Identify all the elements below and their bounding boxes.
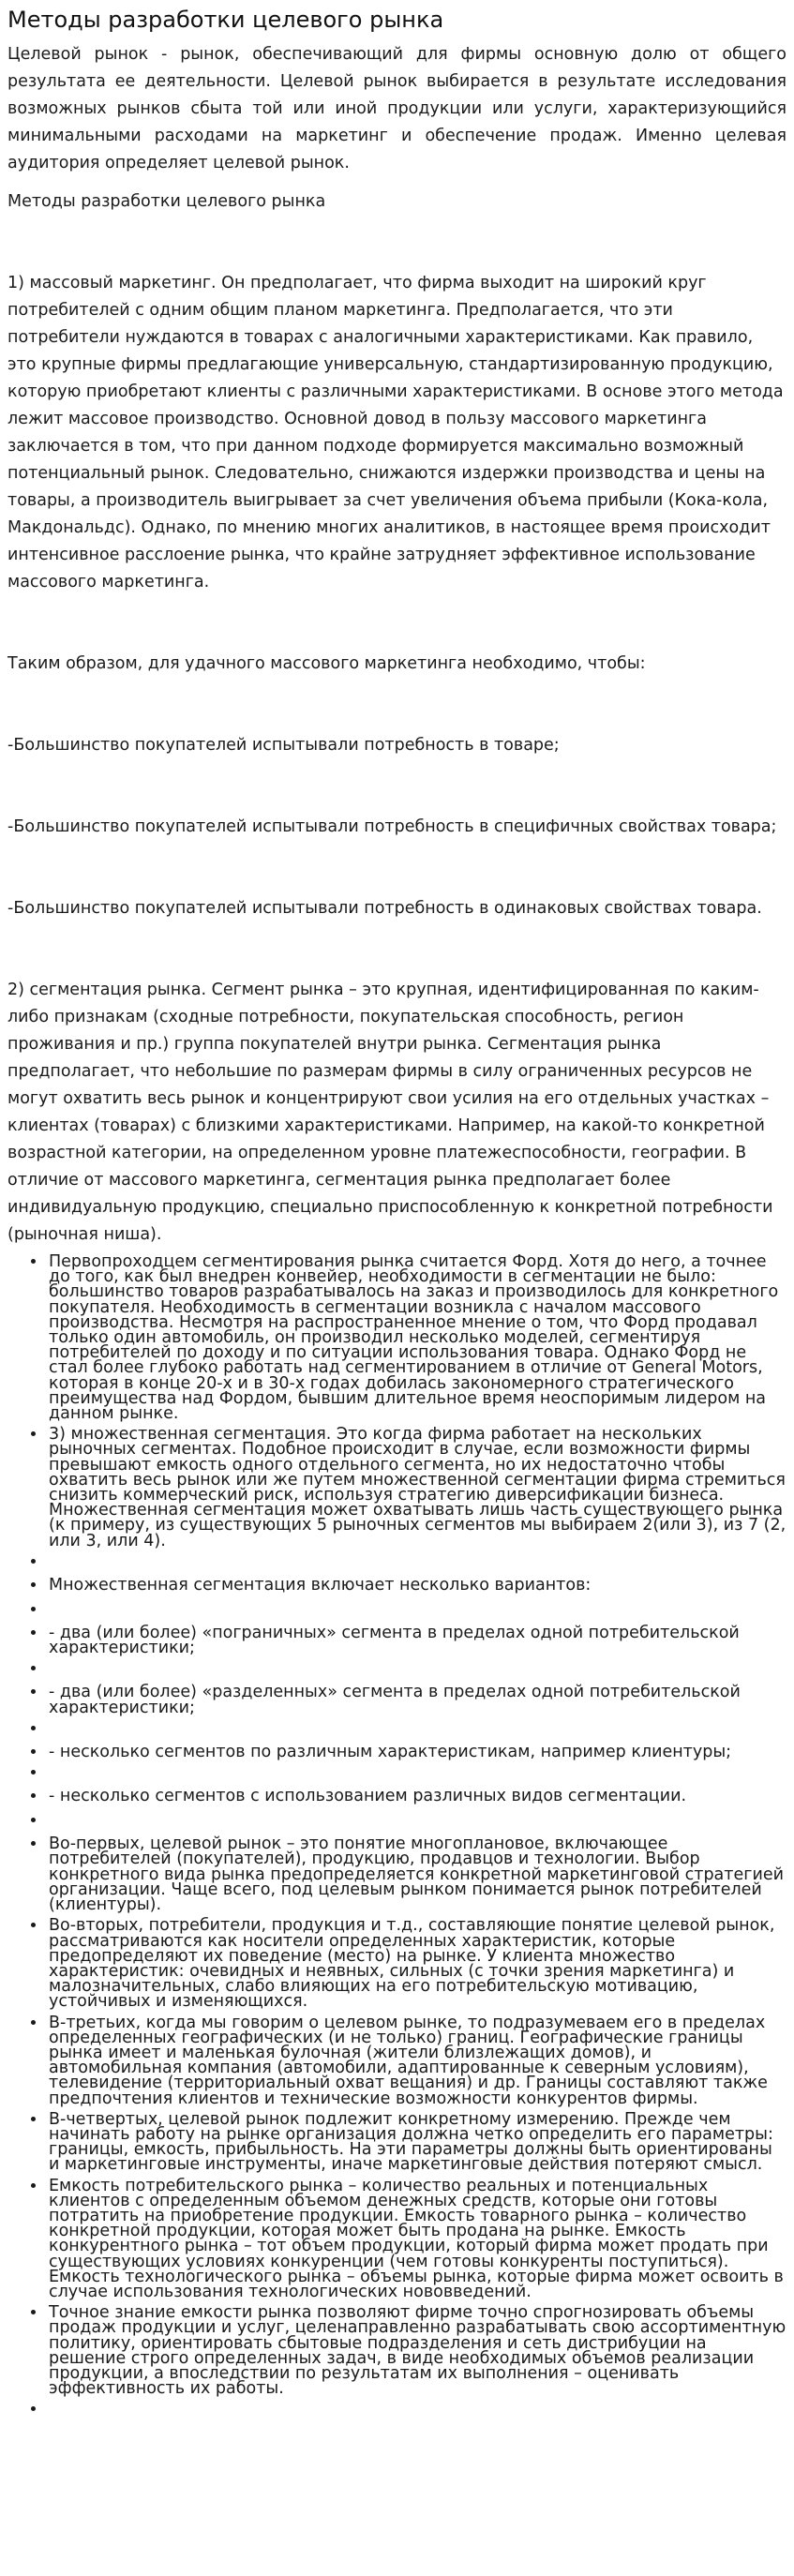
list-item: • Первопроходцем сегментирования рынка считается Форд. Хотя до него, а точнее до того, как был внедрен конвейер, необходимости в сегментации не было: большинство товаров разрабатывалось на заказ и производилось для конкретного покупателя. Необходимость в сегментации возникла с началом массового производства. Несмотря на распространенное мнение о том, что Форд продавал только один автомобиль, он производил несколько моделей, сегментируя потребителей по доходу и по ситуации использования товара. Однако Форд не стал более глубоко работать над сегментированием в отличие от General Motors, которая в конце 20-х и в 30-х годах добилась закономерного стратегического преимущества над Фордом, бывшим длительное время неоспоримым лидером на данном рынке.: [47, 1254, 787, 1421]
list-item-empty: [47, 1554, 787, 1570]
list-item-empty: [47, 1721, 787, 1737]
spacer: [7, 705, 787, 732]
list-item: • - несколько сегментов по различным характеристикам, например клиентуры;: [47, 1745, 787, 1760]
list-item: • Во-вторых, потребители, продукция и т.д., составляющие понятие целевой рынок, рассматриваются как носители определенных характеристик, которые предопределяют их поведение (место) на рынке. У клиента множество характеристик: очевидных и неявных, сильных (с точки зрения маркетинга) и малозначительных, слабо влияющих на его потребительскую мотивацию, устойчивых и изменяющихся.: [47, 1918, 787, 2009]
condition-item: -Большинство покупателей испытывали потребность в специфичных свойствах товара;: [7, 817, 777, 836]
list-item: • Множественная сегментация включает несколько вариантов:: [47, 1578, 787, 1593]
list-item: • Точное знание емкости рынка позволяют фирме точно спрогнозировать объемы продаж продукции и услуг, целенаправленно разрабатывать свою ассортиментную политику, ориентировать сбытовые подразделения и сеть дистрибуции на решение строго определенных задач, в виде необходимых объемов реализации продукции, а впоследствии по результатам их выполнения – оценивать эффективность их работы.: [47, 2305, 787, 2396]
condition-item: -Большинство покупателей испытывали потребность в товаре;: [7, 736, 560, 755]
list-item: • Во-первых, целевой рынок – это понятие многоплановое, включающее потребителей (покупателей), продукцию, продавцов и технологии. Выбор конкретного вида рынка предопределяется конкретной маркетинговой стратегией организации. Чаще всего, под целевым рынком понимается рынок потребителей (клиентуры).: [47, 1836, 787, 1912]
list-item: • - два (или более) «пограничных» сегмента в пределах одной потребительской характеристики;: [47, 1625, 787, 1655]
condition-item: -Большинство покупателей испытывали потребность в одинаковых свойствах товара.: [7, 899, 762, 918]
list-item: • Емкость потребительского рынка – количество реальных и потенциальных клиентов с определенным объемом денежных средств, которые они готовы потратить на приобретение продукции. Емкость товарного рынка – количество конкретной продукции, которая может быть продана на рынке. Емкость конкурентного рынка – тот объем продукции, который фирма может продать при существующих условиях конкуренции (чем готовы конкуренты поступиться). Емкость технологического рынка – объемы рынка, которые фирма может освоить в случае использования технологических нововведений.: [47, 2179, 787, 2300]
spacer: [7, 243, 787, 270]
mass-conditions-intro: Таким образом, для удачного массового маркетинга необходимо, чтобы:: [7, 654, 646, 673]
list-item: • - несколько сегментов с использованием различных видов сегментации.: [47, 1789, 787, 1804]
bullet-list: [7, 1254, 787, 2418]
article: [0, 6, 794, 2418]
list-item-empty: [47, 1765, 787, 1781]
spacer: [7, 596, 787, 623]
page-title: Методы разработки целевого рынка: [7, 7, 444, 33]
spacer: [7, 216, 787, 243]
list-item: • В-третьих, когда мы говорим о целевом рынке, то подразумеваем его в пределах определенных географических (и не только) границ. Географические границы рынка имеет и маленькая булочная (жители близлежащих домов), и автомобильная компания (автомобили, адаптированные к северным условиям), телевидение (территориальный охват вещания) и др. Границы составляют также предпочтения клиентов и технические возможности конкурентов фирмы.: [47, 2015, 787, 2106]
spacer: [7, 922, 787, 950]
spacer: [7, 759, 787, 786]
list-item-empty: [47, 1602, 787, 1618]
spacer: [7, 841, 787, 868]
section-subheading: Методы разработки целевого рынка: [7, 192, 326, 211]
intro-paragraph: Целевой рынок - рынок, обеспечивающий для фирмы основную долю от общего результата ее деятельности. Целевой рынок выбирается в результате исследования возможных рынков сбыта той или иной продукции или услуги, характеризующийся минимальными расходами на маркетинг и обеспечение продаж. Именно целевая аудитория определяет целевой рынок.: [7, 45, 787, 172]
spacer: [7, 786, 787, 814]
list-item-empty: [47, 2402, 787, 2418]
spacer: [7, 678, 787, 705]
spacer: [7, 623, 787, 651]
list-item: • - два (или более) «разделенных» сегмента в пределах одной потребительской характеристики;: [47, 1685, 787, 1715]
list-item: • В-четвертых, целевой рынок подлежит конкретному измерению. Прежде чем начинать работу на рынке организация должна четко определить его параметры: границы, емкость, прибыльность. На эти параметры должны быть ориентированы и маркетинговые инструменты, иначе маркетинговые действия потеряют смысл.: [47, 2112, 787, 2173]
segmentation-paragraph: 2) сегментация рынка. Сегмент рынка – это крупная, идентифицированная по каким-либо признакам (сходные потребности, покупательская способность, регион проживания и пр.) группа покупателей внутри рынка. Сегментация рынка предполагает, что небольшие по размерам фирмы в силу ограниченных ресурсов не могут охватить весь рынок и концентрируют свои усилия на его отдельных участках – клиентах (товарах) с близкими характеристиками. Например, на какой-то конкретной возрастной категории, на определенном уровне платежеспособности, географии. В отличие от массового маркетинга, сегментация рынка предполагает более индивидуальную продукцию, специально приспособленную к конкретной потребности (рыночная ниша).: [7, 981, 773, 1244]
list-item-empty: [47, 1813, 787, 1829]
mass-marketing-paragraph: 1) массовый маркетинг. Он предполагает, что фирма выходит на широкий круг потребителей с одним общим планом маркетинга. Предполагается, что эти потребители нуждаются в товарах с аналогичными характеристиками. Как правило, это крупные фирмы предлагающие универсальную, стандартизированную продукцию, которую приобретают клиенты с различными характеристиками. В основе этого метода лежит массовое производство. Основной довод в пользу массового маркетинга заключается в том, что при данном подходе формируется максимально возможный потенциальный рынок. Следовательно, снижаются издержки производства и цены на товары, а производитель выигрывает за счет увеличения объема прибыли (Кока-кола, Макдональдс). Однако, по мнению многих аналитиков, в настоящее время происходит интенсивное расслоение рынка, что крайне затрудняет эффективное использование массового маркетинга.: [7, 274, 784, 592]
list-item-empty: [47, 1661, 787, 1677]
list-item: • 3) множественная сегментация. Это когда фирма работает на нескольких рыночных сегментах. Подобное происходит в случае, если возможности фирмы превышают емкость одного отдельного сегмента, но их недостаточно чтобы охватить весь рынок или же путем множественной сегментации фирма стремиться снизить коммерческий риск, используя стратегию диверсификации бизнеса. Множественная сегментация может охватывать лишь часть существующего рынка (к примеру, из существующих 5 рыночных сегментов мы выбираем 2(или 3), из 7 (2, или 3, или 4).: [47, 1427, 787, 1549]
spacer: [7, 868, 787, 895]
spacer: [7, 950, 787, 977]
